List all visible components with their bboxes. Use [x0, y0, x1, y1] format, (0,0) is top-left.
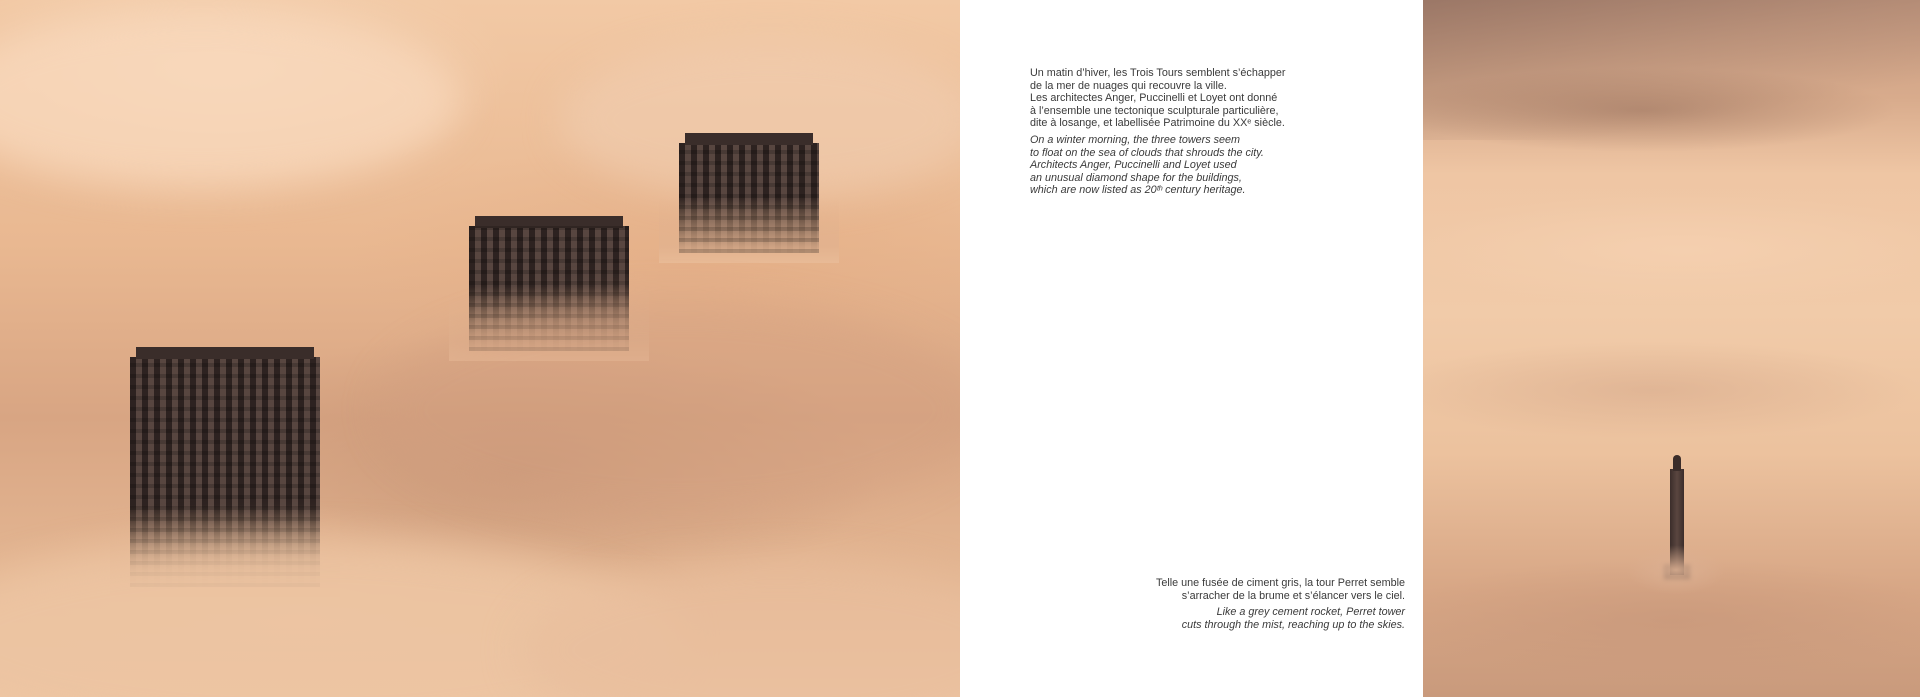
- tower-roof: [136, 347, 314, 359]
- caption-three-towers-fr: Un matin d’hiver, les Trois Tours semblent s’échapper de la mer de nuages qui recouvre la ville. Les architectes Anger, Puccinelli et Loyet ont donné à l’ensemble une tectonique sculpturale particulière, dite à losange, et labellisée Patrimoine du XXᵉ siècle.: [1030, 67, 1286, 130]
- caption-perret-tower: [1065, 577, 1405, 631]
- distant-hills: [1423, 0, 1920, 140]
- tower-roof: [475, 216, 623, 228]
- text-page: [960, 0, 1423, 697]
- caption-three-towers: [1030, 67, 1320, 197]
- tower-fog-fade: [659, 197, 839, 263]
- tower-back: [679, 143, 819, 253]
- spire-top: [1673, 455, 1681, 471]
- photo-perret-tower-in-fog: [1423, 0, 1920, 697]
- tower-roof: [685, 133, 813, 145]
- spire-mist: [1626, 545, 1726, 595]
- fog-bank: [0, 10, 460, 190]
- caption-perret-tower-fr: Telle une fusée de ciment gris, la tour Perret semble s’arracher de la brume et s’élancer vers le ciel.: [1155, 577, 1405, 602]
- caption-three-towers-en: On a winter morning, the three towers seem to float on the sea of clouds that shrouds the city. Architects Anger, Puccinelli and Loyet used an unusual diamond shape for the buildings, which are now listed as 20ᵗʰ century heritage.: [1030, 133, 1264, 197]
- perret-tower-spire: [1666, 455, 1688, 575]
- caption-perret-tower-en: Like a grey cement rocket, Perret tower cuts through the mist, reaching up to the skies.: [1181, 606, 1405, 631]
- fog-bank: [380, 300, 960, 520]
